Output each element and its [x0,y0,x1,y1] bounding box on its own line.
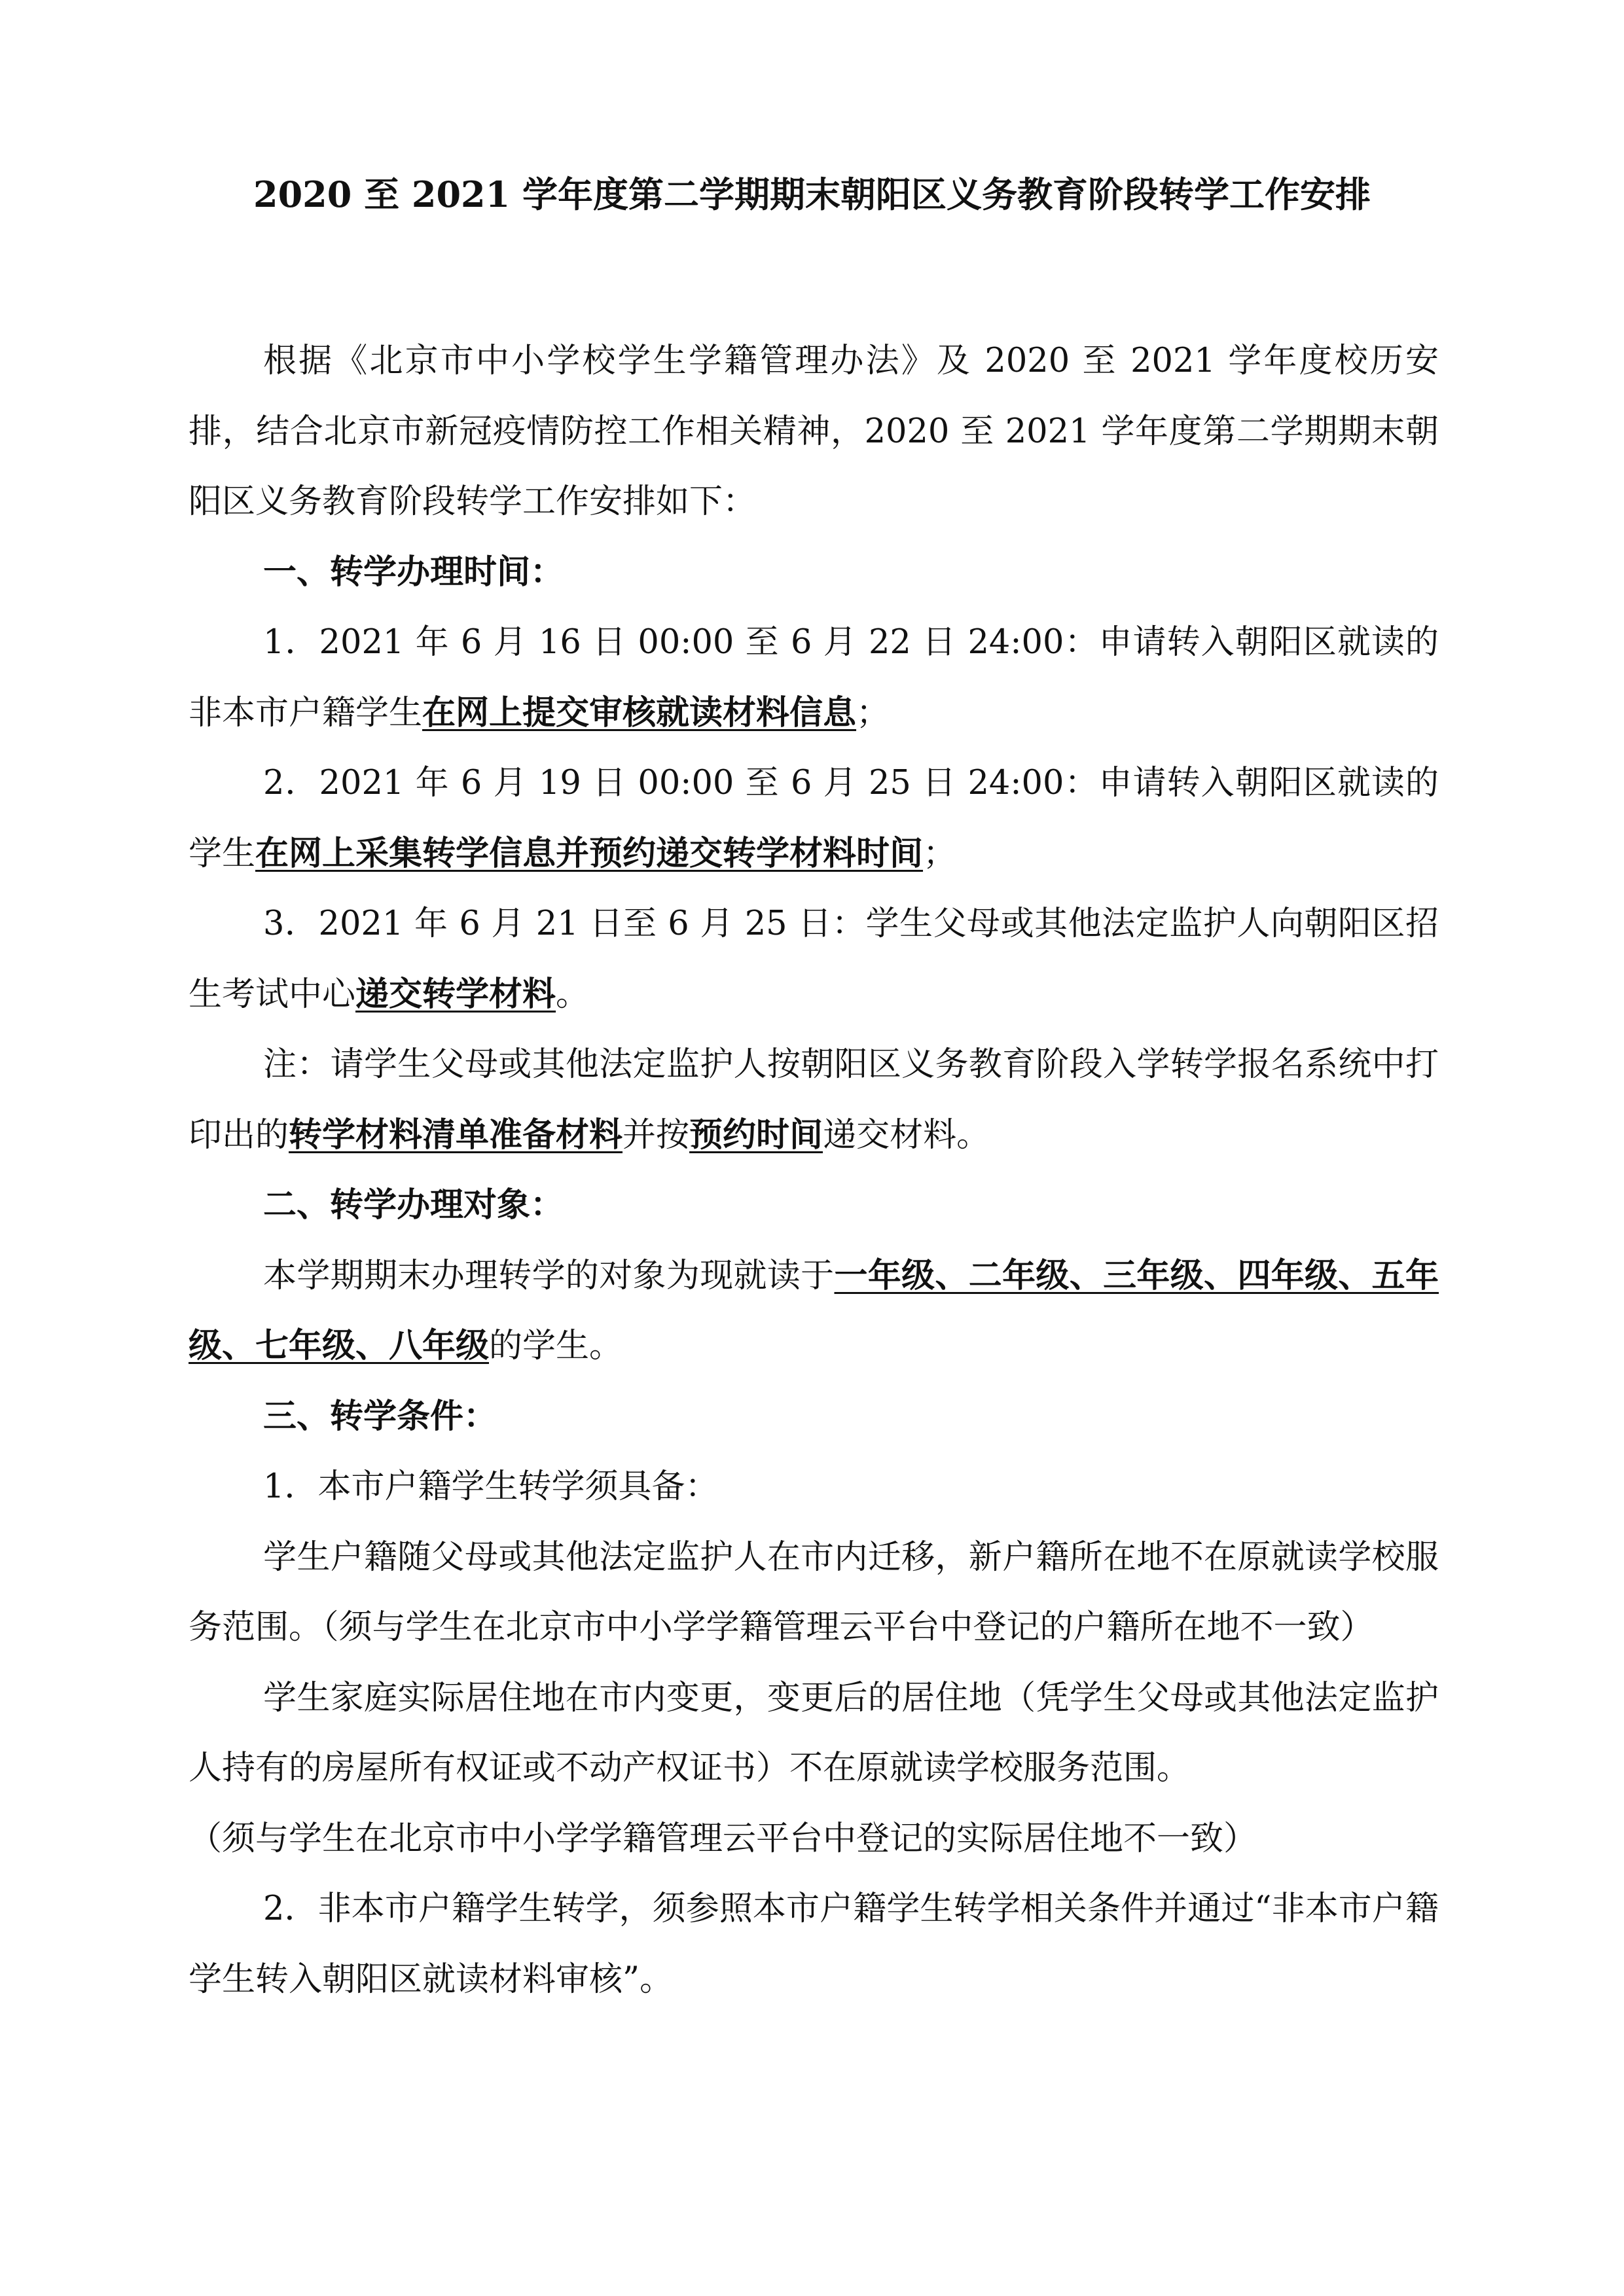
note-text-end: 递交材料。 [823,1115,990,1155]
condition-item-2: 2．非本市户籍学生转学，须参照本市户籍学生转学相关条件并通过“非本市户籍学生转入朝阳区就读材料审核”。 [189,1890,1439,1999]
intro-paragraph: 根据《北京市中小学校学生学籍管理办法》及 2020 至 2021 学年度校历安排，结合北京市新冠疫情防控工作相关精神，2020 至 2021 学年度第二学期期末朝阳区义务教育阶段转学工作安排如下： [189,342,1439,521]
time-item-1-text: 1．2021 年 6 月 16 日 00:00 至 6 月 22 日 24:00：申请转入朝阳区就读的非本市户籍学生 [189,623,1439,732]
condition-item-1-para-1: 学生户籍随父母或其他法定监护人在市内迁移，新户籍所在地不在原就读学校服务范围。（须与学生在北京市中小学学籍管理云平台中登记的户籍所在地不一致） [189,1537,1439,1647]
condition-item-1-para-2: 学生家庭实际居住地在市内变更，变更后的居住地（凭学生父母或其他法定监护人持有的房屋所有权证或不动产权证书）不在原就读学校服务范围。 [189,1678,1439,1787]
time-item-3-emphasis: 递交转学材料 [355,974,556,1014]
document-title: 2020 至 2021 学年度第二学期期末朝阳区义务教育阶段转学工作安排 [253,173,1371,215]
note-text: 注：请学生父母或其他法定监护人按朝阳区义务教育阶段入学转学报名系统中打印出的 [189,1045,1439,1155]
time-item-3-end: 。 [556,975,590,1014]
condition-item-1-title: 1．本市户籍学生转学须具备： [263,1467,719,1506]
target-text: 本学期期末办理转学的对象为现就读于 [263,1256,835,1295]
target-emphasis-grades: 一年级、二年级、三年级、四年级、五年级、七年级、八年级 [189,1255,1439,1365]
note-paragraph [189,1030,1439,1170]
section-heading-time: 一、转学办理时间： [263,552,564,592]
time-item-2-end: ； [923,834,957,873]
target-text-end: 的学生。 [489,1327,623,1365]
section-heading-target: 二、转学办理对象： [263,1185,564,1225]
time-item-1 [189,607,1439,748]
note-emphasis-materials: 转学材料清单准备材料 [289,1115,623,1155]
note-emphasis-time: 预约时间 [689,1115,823,1155]
time-item-2-text: 2．2021 年 6 月 19 日 00:00 至 6 月 25 日 24:00：申请转入朝阳区就读的学生 [189,764,1439,873]
time-item-1-emphasis: 在网上提交审核就读材料信息 [422,692,857,732]
target-paragraph [189,1241,1439,1382]
time-item-3-text: 3．2021 年 6 月 21 日至 6 月 25 日：学生父母或其他法定监护人向朝阳区招生考试中心 [189,905,1439,1014]
time-item-2-emphasis: 在网上采集转学信息并预约递交转学材料时间 [255,833,924,873]
section-heading-conditions: 三、转学条件： [263,1396,497,1436]
document-body [189,326,1439,2015]
note-text-mid: 并按 [623,1115,690,1155]
condition-item-1-para-2-note: （须与学生在北京市中小学学籍管理云平台中登记的实际居住地不一致） [189,1819,1257,1858]
time-item-3 [189,889,1439,1030]
time-item-2 [189,748,1439,889]
time-item-1-end: ； [856,693,890,732]
